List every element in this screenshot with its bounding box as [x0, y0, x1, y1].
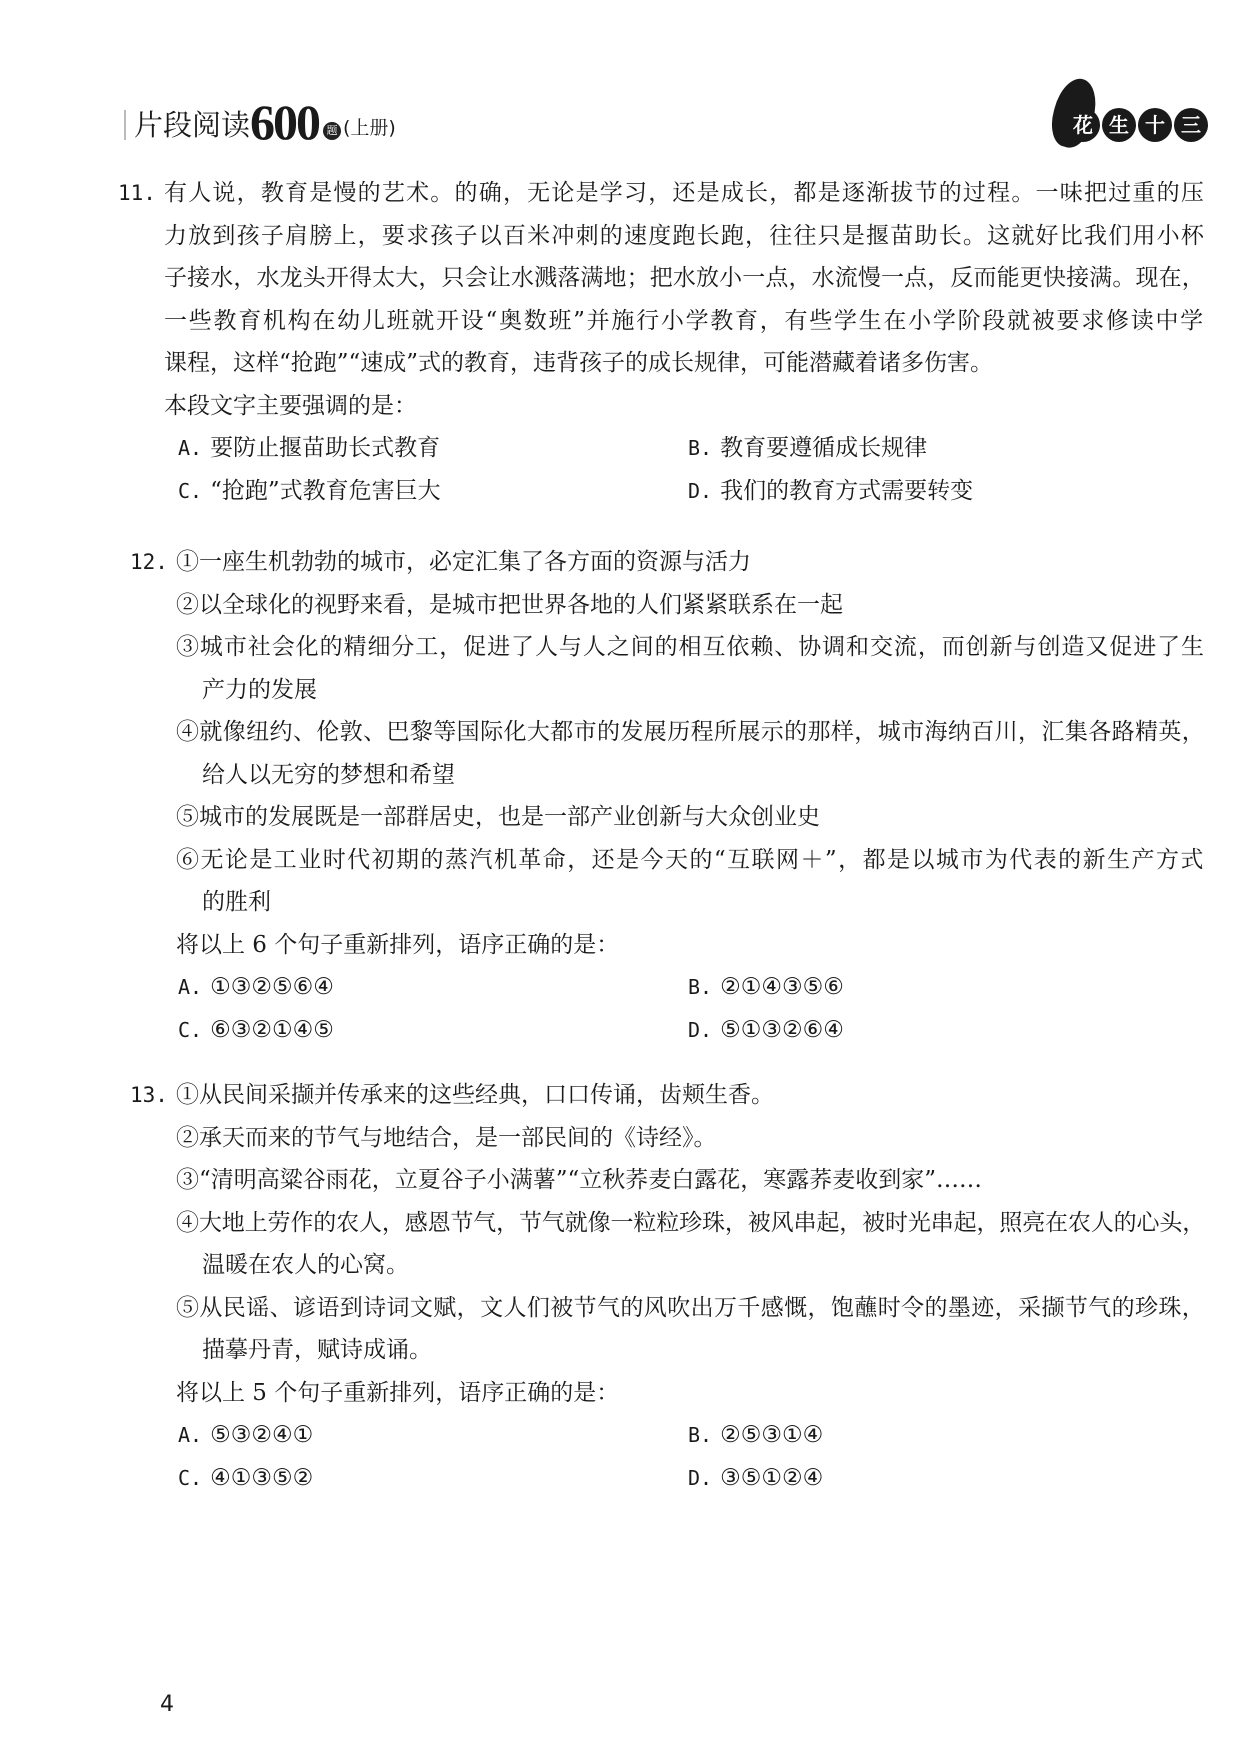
answer-option[interactable]: [178, 470, 441, 513]
sentence-line: ①一座生机勃勃的城市，必定汇集了各方面的资源与活力: [176, 549, 751, 575]
question-12: [0, 541, 1240, 1043]
sentence-line: ②以全球化的视野来看，是城市把世界各地的人们紧紧联系在一起: [176, 591, 843, 618]
sentence-line: 的胜利: [202, 889, 271, 915]
option-text: 我们的教育方式需要转变: [720, 477, 974, 504]
answer-option[interactable]: [178, 966, 334, 1009]
answer-option[interactable]: [178, 1009, 334, 1052]
option-text: 教育要遵循成长规律: [720, 435, 928, 461]
option-label: A.: [178, 1423, 203, 1447]
paragraph-line: 课程，这样“抢跑”“速成”式的教育，违背孩子的成长规律，可能潜藏着诸多伤害。: [164, 350, 994, 376]
paragraph-line: 一些教育机构在幼儿班就开设“奥数班”并施行小学教育，有些学生在小学阶段就被要求修读中学: [164, 307, 1205, 334]
logo-char: 三: [1174, 108, 1208, 142]
sentence-line: ②承天而来的节气与地结合，是一部民间的《诗经》。: [176, 1124, 717, 1151]
answer-option[interactable]: [688, 966, 844, 1009]
book-volume: (上册): [343, 117, 396, 139]
paragraph-line: 有人说，教育是慢的艺术。的确，无论是学习，还是成长，都是逐渐拔节的过程。一味把过重的压: [164, 180, 1206, 206]
option-label: C.: [178, 1017, 203, 1042]
option-text: 要防止揠苗助长式教育: [210, 435, 441, 461]
answer-option[interactable]: [688, 1414, 823, 1457]
sentence-line: ④大地上劳作的农人，感恩节气，节气就像一粒粒珍珠，被风串起，被时光串起，照亮在农人的心头，: [176, 1209, 1206, 1236]
answer-option[interactable]: [178, 1457, 313, 1500]
paragraph-line: 子接水，水龙头开得太大，只会让水溅落满地；把水放小一点，水流慢一点，反而能更快接满。现在，: [164, 265, 1205, 291]
paragraph-line: 力放到孩子肩膀上，要求孩子以百米冲刺的速度跑长跑，往往只是揠苗助长。这就好比我们用小杯: [164, 222, 1206, 249]
option-label: C.: [178, 478, 203, 503]
option-label: C.: [178, 1465, 203, 1490]
question-number: 13.: [130, 1083, 168, 1107]
sentence-line: 描摹丹青，赋诗成诵。: [202, 1337, 432, 1363]
sentence-line: 给人以无穷的梦想和希望: [202, 761, 455, 788]
question-prompt: 将以上 5 个句子重新排列，语序正确的是：: [176, 1379, 620, 1406]
option-label: D.: [688, 1465, 713, 1490]
option-label: A.: [178, 975, 203, 999]
answer-option[interactable]: [178, 1414, 313, 1457]
question-prompt: 本段文字主要强调的是：: [164, 392, 417, 419]
sentence-line: 温暖在农人的心窝。: [202, 1252, 409, 1278]
answer-option[interactable]: [688, 1457, 823, 1500]
option-text: ⑤①③②⑥④: [720, 1016, 844, 1043]
option-text: ⑥③②①④⑤: [210, 1016, 334, 1043]
answer-option[interactable]: [178, 427, 440, 470]
book-title: 片段阅读: [134, 108, 251, 142]
answer-option[interactable]: [688, 1009, 844, 1052]
sentence-line: 产力的发展: [202, 676, 317, 703]
question-prompt: 将以上 6 个句子重新排列，语序正确的是：: [176, 931, 620, 958]
question-number: 11.: [118, 181, 156, 205]
option-label: B.: [688, 1423, 713, 1447]
question-number: 12.: [130, 550, 168, 574]
option-text: ②⑤③①④: [720, 1422, 824, 1448]
publisher-logo: [1032, 78, 1212, 150]
answer-option[interactable]: [688, 470, 973, 513]
option-label: B.: [688, 975, 713, 999]
option-text: “抢跑”式教育危害巨大: [210, 477, 441, 504]
sentence-line: ③“清明高粱谷雨花，立夏谷子小满薯”“立秋荞麦白露花，寒露荞麦收到家”……: [176, 1167, 983, 1193]
header-divider: [124, 110, 126, 140]
option-label: B.: [688, 436, 713, 460]
option-label: D.: [688, 1017, 713, 1042]
option-label: D.: [688, 478, 713, 503]
book-header: [124, 94, 396, 150]
question-13: [0, 1074, 1240, 1534]
logo-char: 生: [1102, 108, 1136, 142]
book-number: 600: [250, 94, 320, 150]
answer-option[interactable]: [688, 427, 927, 470]
option-text: ⑤③②④①: [210, 1422, 314, 1448]
sentence-line: ⑥无论是工业时代初期的蒸汽机革命，还是今天的“互联网＋”，都是以城市为代表的新生产方式: [176, 846, 1205, 873]
option-text: ③⑤①②④: [720, 1464, 824, 1491]
sentence-line: ⑤从民谣、谚语到诗词文赋，文人们被节气的风吹出万千感慨，饱蘸时令的墨迹，采撷节气的珍珠，: [176, 1294, 1206, 1321]
sentence-line: ①从民间采撷并传承来的这些经典，口口传诵，齿颊生香。: [176, 1082, 774, 1108]
sentence-line: ③城市社会化的精细分工，促进了人与人之间的相互依赖、协调和交流，而创新与创造又促进了生: [176, 634, 1205, 660]
option-label: A.: [178, 436, 203, 460]
sentence-line: ⑤城市的发展既是一部群居史，也是一部产业创新与大众创业史: [176, 804, 820, 830]
option-text: ④①③⑤②: [210, 1464, 314, 1491]
option-text: ②①④③⑤⑥: [720, 974, 844, 1000]
book-number-suffix: 题: [323, 122, 341, 140]
option-text: ①③②⑤⑥④: [210, 974, 334, 1000]
logo-char: 花: [1066, 108, 1100, 142]
logo-char: 十: [1138, 108, 1172, 142]
sentence-line: ④就像纽约、伦敦、巴黎等国际化大都市的发展历程所展示的那样，城市海纳百川，汇集各路精英，: [176, 719, 1206, 745]
page-number: 4: [160, 1692, 174, 1717]
